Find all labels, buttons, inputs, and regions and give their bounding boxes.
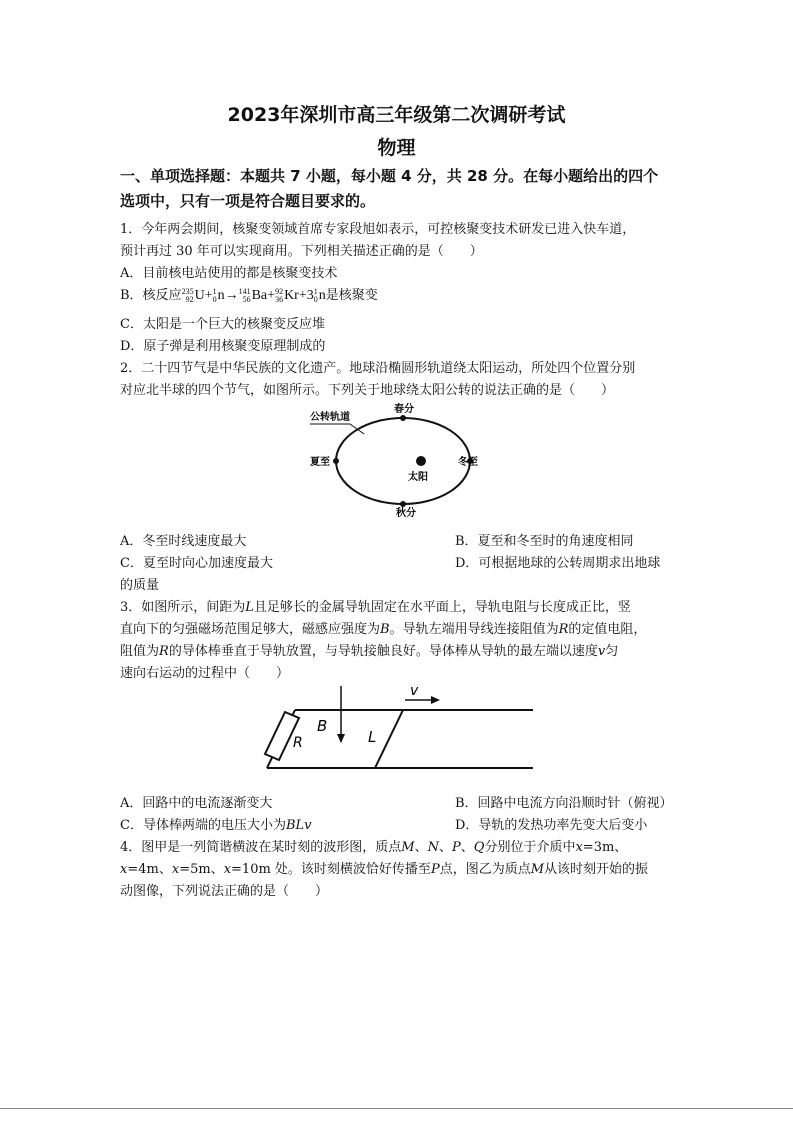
- spring-label: 春分: [394, 404, 414, 415]
- q1-stem-line2: 预计再过 30 年可以实现商用。下列相关描述正确的是（ ）: [120, 244, 483, 259]
- page-bottom-rule: [0, 1108, 793, 1109]
- field-arrowhead: [337, 734, 345, 743]
- q4-stem-line2: x=4m、x=5m、x=10m 处。该时刻横波恰好传播至P点，图乙为质点M从该时刻开始的振: [120, 862, 649, 877]
- autumn-label: 秋分: [396, 508, 416, 519]
- nuclear-reaction-equation: 235 92U+1 0n→141 56Ba+92 36Kr+31 0n: [181, 286, 326, 304]
- q3-stem-line3: 阻值为R的导体棒垂直于导轨放置，与导轨接触良好。导体棒从导轨的最左端以速度v匀: [120, 644, 619, 659]
- velocity-arrowhead: [431, 696, 440, 704]
- q2-option-c: C．夏至时向心加速度最大: [120, 556, 273, 571]
- velocity-label: v: [410, 683, 419, 699]
- q3-stem-line2: 直向下的匀强磁场范围足够大，磁感应强度为B。导轨左端用导线连接阻值为R的定值电阻，: [120, 622, 647, 637]
- exam-title: 2023年深圳市高三年级第二次调研考试: [227, 104, 566, 126]
- orbit-leader-line: [310, 424, 364, 434]
- summer-label: 夏至: [310, 457, 330, 468]
- q3-stem-line1: 3．如图所示，间距为L且足够长的金属导轨固定在水平面上，导轨电阻与长度成正比，竖: [120, 600, 631, 615]
- q3-option-c: C．导体棒两端的电压大小为BLv: [120, 818, 312, 833]
- resistor-label: R: [293, 735, 303, 751]
- q2-stem-line2: 对应北半球的四个节气，如图所示。下列关于地球绕太阳公转的说法正确的是（ ）: [120, 383, 615, 398]
- q4-stem-line3: 动图像，下列说法正确的是（ ）: [120, 884, 329, 899]
- spacing-label: L: [368, 728, 377, 746]
- section-heading-line1: 一、单项选择题：本题共 7 小题，每小题 4 分，共 28 分。在每小题给出的四个: [120, 167, 659, 185]
- sun-label: 太阳: [408, 472, 428, 483]
- orbit-label: 公转轨道: [310, 412, 350, 423]
- u-nuclide-indices: 235 92: [181, 286, 194, 304]
- q2-option-a: A．冬至时线速度最大: [120, 534, 247, 549]
- earth-summer: [333, 458, 339, 464]
- q3-option-b: B．回路中电流方向沿顺时针（俯视）: [455, 796, 673, 811]
- q1-option-d: D．原子弹是利用核聚变原理制成的: [120, 339, 326, 354]
- q3-option-d: D．导轨的发热功率先变大后变小: [455, 818, 648, 833]
- q4-stem-line1: 4．图甲是一列简谐横波在某时刻的波形图，质点M、N、P、Q分别位于介质中x=3m、: [120, 840, 628, 855]
- q1-option-b: [120, 284, 378, 304]
- q2-option-d-line2: 的质量: [120, 578, 160, 593]
- q3-option-a: A．回路中的电流逐渐变大: [120, 796, 273, 811]
- orbit-ellipse: [336, 418, 470, 504]
- orbit-diagram: [300, 398, 500, 520]
- q2-stem-line1: 2．二十四节气是中华民族的文化遗产。地球沿椭圆形轨道绕太阳运动，所处四个位置分别: [120, 361, 636, 376]
- subject-title: 物理: [377, 137, 416, 159]
- earth-spring: [400, 415, 406, 421]
- earth-autumn: [400, 501, 406, 507]
- field-label: B: [317, 717, 328, 735]
- sun-dot: [416, 456, 426, 466]
- winter-label: 冬至: [458, 457, 478, 468]
- q1-option-c: C．太阳是一个巨大的核聚变反应堆: [120, 317, 325, 332]
- q1-option-a: A．目前核电站使用的都是核聚变技术: [120, 266, 338, 281]
- q1-option-b-suffix: 是核聚变: [325, 288, 378, 303]
- q2-option-b: B．夏至和冬至时的角速度相同: [455, 534, 634, 549]
- q2-option-d-line1: D．可根据地球的公转周期求出地球: [455, 556, 661, 571]
- conductor-rod: [375, 710, 403, 768]
- rail-circuit-diagram: [255, 682, 545, 777]
- q3-stem-line4: 速向右运动的过程中（ ）: [120, 666, 290, 681]
- q1-option-b-prefix: B．核反应: [120, 288, 182, 303]
- section-heading-line2: 选项中，只有一项是符合题目要求的。: [120, 192, 376, 210]
- q1-stem-line1: 1．今年两会期间，核聚变领域首席专家段旭如表示，可控核聚变技术研发已进入快车道，: [120, 222, 636, 237]
